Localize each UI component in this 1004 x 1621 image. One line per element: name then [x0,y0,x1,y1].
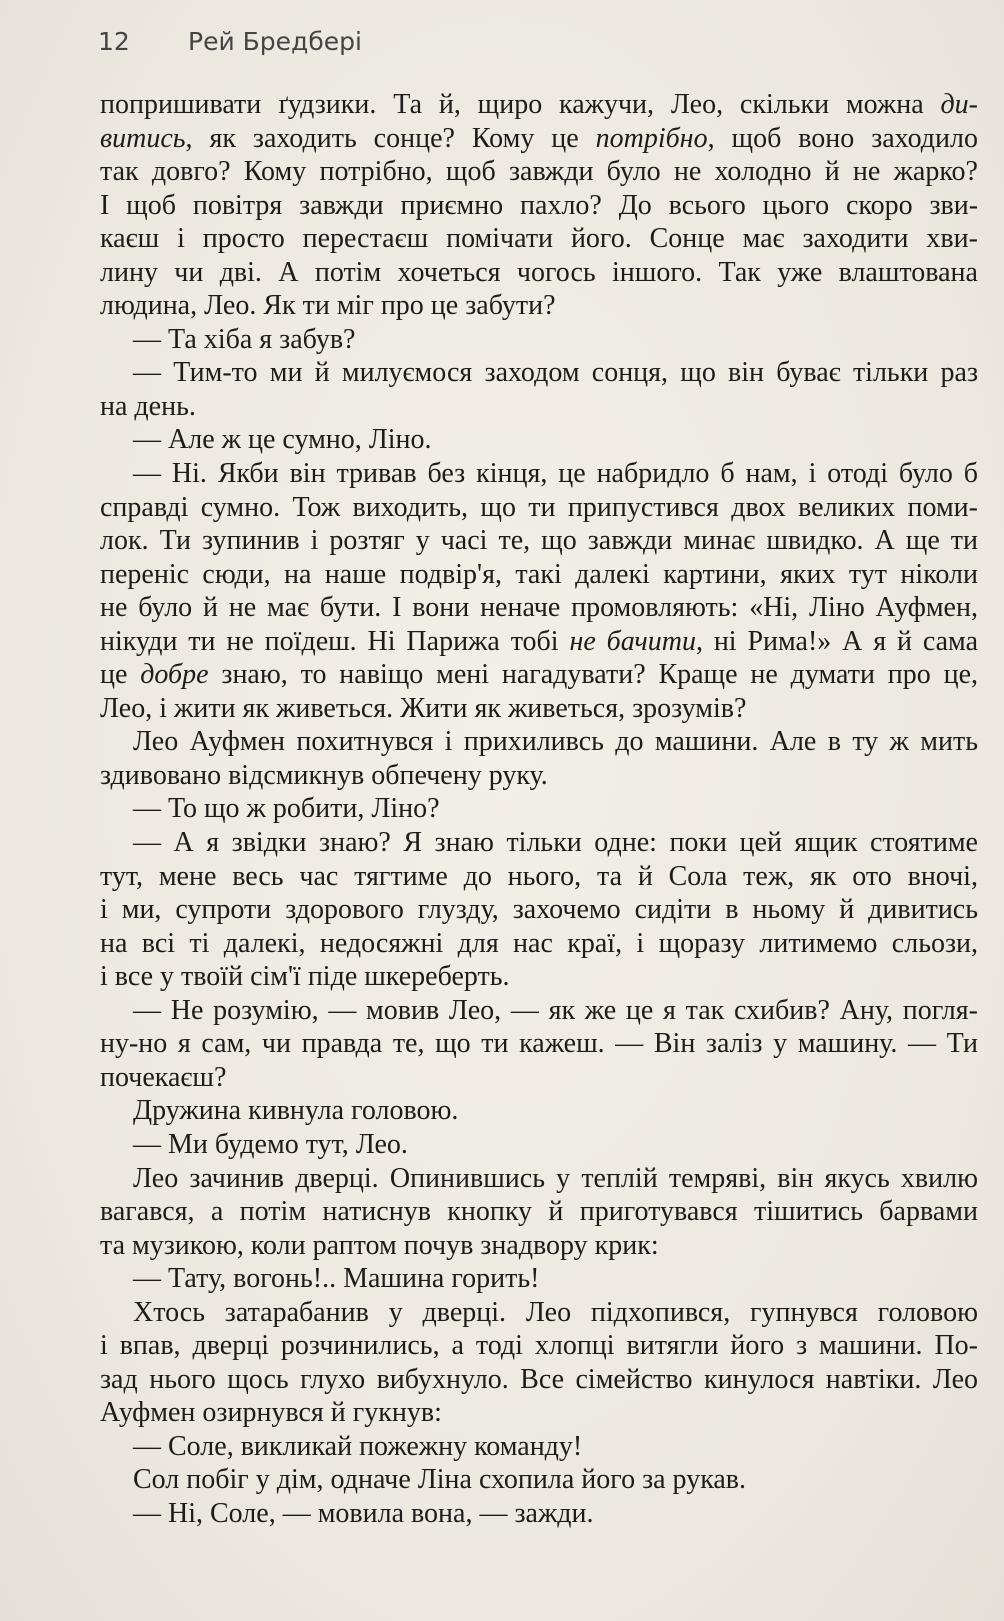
text-segment: Лео Ауфмен похитнувся і прихиливсь до машини. Але в ту ж мить [133,726,978,758]
text-line [100,289,978,323]
italic-text-segment: не бачити [569,625,696,657]
text-segment: тут, мене весь час тягтиме до нього, та й Сола теж, як ото вночі, [100,860,978,892]
text-segment: справді сумно. Тож виходить, що ти припустився двох великих поми- [100,491,978,523]
text-line [100,1027,978,1061]
text-segment: і все у твоїй сім'ї піде шкереберть. [100,961,510,993]
text-line [100,591,978,625]
text-line [100,189,978,223]
text-segment: лину чи дві. А потім хочеться чогось іншого. Так уже влаштована [100,256,978,288]
text-segment: , ні Рима!» А я й сама [695,625,979,657]
text-line [100,457,978,491]
italic-text-segment: потрібно [595,122,708,154]
text-line [100,1162,978,1196]
text-segment: — А я звідки знаю? Я знаю тільки одне: поки цей ящик стоятиме [133,827,978,859]
text-segment: , як заходить сонце? Кому це [185,122,596,154]
text-line [100,1396,978,1430]
text-segment: на всі ті далекі, недосяжні для нас краї, і щоразу литимемо сльози, [100,927,979,959]
text-line [100,390,978,424]
page-number: 12 [98,27,130,56]
text-line [100,88,978,122]
text-segment: так довго? Кому потрібно, щоб завжди було не холодно й не жарко? [100,156,978,188]
text-segment: Хтось затарабанив у дверці. Лео підхопився, гупнувся головою [133,1296,979,1328]
text-segment: — Не розумію, — мовив Лео, — як же це я так схибив? Ану, погля- [133,994,978,1026]
text-segment: і впав, дверці розчинились, а тоді хлопці витягли його з машини. По- [100,1330,978,1362]
text-segment: Ауфмен озирнувся й гукнув: [100,1397,442,1429]
running-title: Рей Бредбері [188,27,362,56]
text-line [100,491,978,525]
text-segment: — Ні, Соле, — мовила вона, — зажди. [133,1497,594,1529]
text-line [100,356,978,390]
text-segment: — Та хіба я забув? [133,323,356,355]
italic-text-segment: добре [140,659,209,691]
text-line [100,1329,978,1363]
italic-text-segment: витись [100,122,186,154]
text-segment: знаю, то навіщо мені нагадувати? Краще не думати про це, [208,659,979,691]
text-segment: — Ми будемо тут, Лео. [133,1128,408,1160]
text-line [100,524,978,558]
text-line [100,1363,978,1397]
text-line [100,1497,978,1531]
text-segment: — Соле, викликай пожежну команду! [133,1430,583,1462]
italic-text-segment: ди- [940,89,978,120]
text-line [100,792,978,826]
text-line [100,1463,978,1497]
text-segment: людина, Лео. Як ти міг про це забути? [100,290,556,322]
text-line [100,927,978,961]
text-segment: попришивати ґудзики. Та й, щиро кажучи, Лео, скільки можна [100,89,941,120]
text-segment: каєш і просто перестаєш помічати його. Сонце має заходити хви- [100,223,978,255]
text-segment: Лео, і жити як живеться. Жити як живеться, зрозумів? [100,692,747,724]
text-segment: — Тим-то ми й милуємося заходом сонця, що він буває тільки раз [133,357,979,389]
text-line [100,222,978,256]
text-segment: вагався, а потім натиснув кнопку й приготувався тішитись барвами [100,1196,978,1228]
text-line [100,122,978,156]
text-line [100,1296,978,1330]
body-text [100,88,978,1531]
text-segment: Лео зачинив дверці. Опинившись у теплій темряві, він якусь хвилю [133,1162,979,1194]
text-segment: нікуди ти не поїдеш. Ні Парижа тобі [100,625,570,657]
text-segment: — Ні. Якби він тривав без кінця, це набридло б нам, і отоді було б [133,458,978,490]
text-line [100,1262,978,1296]
text-line [100,826,978,860]
text-line [100,759,978,793]
text-segment: та музикою, коли раптом почув знадвору крик: [100,1229,659,1261]
text-segment: Дружина кивнула головою. [133,1095,459,1127]
text-segment: це [100,659,141,691]
text-segment: — Тату, вогонь!.. Машина горить! [133,1263,540,1295]
text-segment: і ми, супроти здорового глузду, захочемо сидіти в ньому й дивитись [100,894,979,926]
text-line [100,994,978,1028]
text-segment: — То що ж робити, Ліно? [133,793,440,825]
text-line [100,860,978,894]
text-line [100,725,978,759]
text-line [100,893,978,927]
text-segment: ну-но я сам, чи правда те, що ти кажеш. — Він заліз у машину. — Ти [100,1028,978,1060]
text-line [100,1128,978,1162]
text-segment: переніс сюди, на наше подвір'я, такі далекі картини, яких тут ніколи [100,558,978,590]
text-segment: на день. [100,390,196,422]
text-segment: — Але ж це сумно, Ліно. [133,424,432,456]
text-segment: І щоб повітря завжди приємно пахло? До всього цього скоро зви- [100,189,979,221]
text-line [100,256,978,290]
text-line [100,625,978,659]
text-line [100,1229,978,1263]
text-line [100,658,978,692]
text-line [100,1094,978,1128]
text-line [100,1430,978,1464]
text-line [100,323,978,357]
text-line [100,155,978,189]
text-segment: здивовано відсмикнув обпечену руку. [100,759,548,791]
text-segment: зад нього щось глухо вибухнуло. Все сімейство кинулося навтіки. Лео [100,1363,979,1395]
text-segment: Сол побіг у дім, одначе Ліна схопила його за рукав. [133,1464,747,1496]
running-header [98,27,362,56]
text-line [100,1195,978,1229]
text-line [100,558,978,592]
text-segment: лок. Ти зупинив і розтяг у часі те, що завжди минає швидко. А ще ти [100,525,978,557]
text-segment: не було й не має бути. І вони неначе промовляють: «Ні, Ліно Ауфмен, [100,592,978,624]
text-segment: , щоб воно заходило [707,122,979,154]
text-line [100,1061,978,1095]
text-line [100,423,978,457]
text-line [100,960,978,994]
text-segment: почекаєш? [100,1061,227,1093]
text-line [100,692,978,726]
